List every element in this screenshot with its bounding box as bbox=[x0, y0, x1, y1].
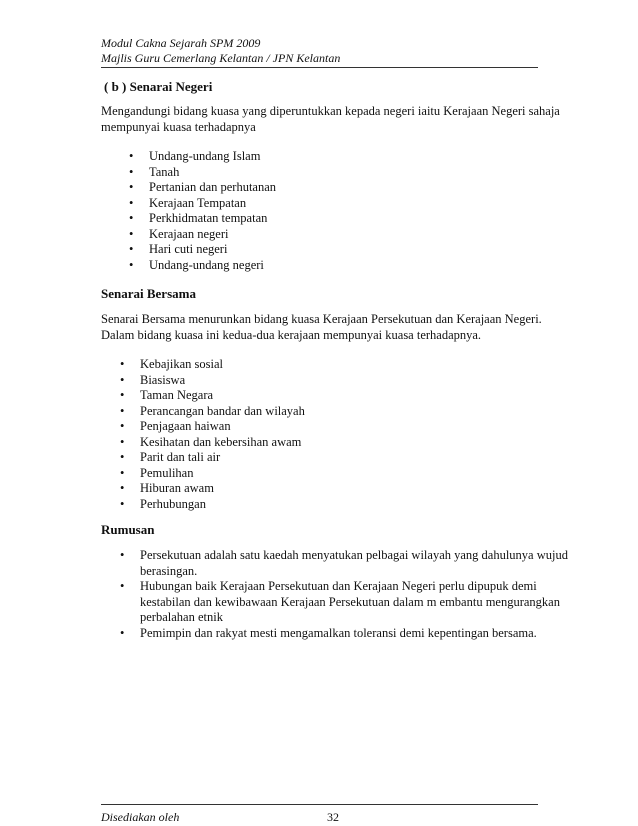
list-item: • Perkhidmatan tempatan bbox=[129, 211, 268, 225]
list-item: • Persekutuan adalah satu kaedah menyatukan pelbagai wilayah yang dahulunya wujud berasingan. bbox=[120, 548, 568, 578]
header-line-1: Modul Cakna Sejarah SPM 2009 bbox=[101, 36, 261, 50]
bullet-icon: • bbox=[129, 257, 134, 272]
list-item: • Tanah bbox=[129, 164, 180, 179]
senarai-bersama-list bbox=[120, 357, 305, 512]
bullet-icon: • bbox=[129, 226, 134, 241]
bullet-icon: • bbox=[129, 195, 134, 210]
bullet-icon: • bbox=[120, 481, 125, 495]
header-line-2: Majlis Guru Cemerlang Kelantan / JPN Kelantan bbox=[101, 50, 341, 65]
bullet-icon: • bbox=[129, 242, 134, 256]
list-item: • Parit dan tali air bbox=[120, 450, 221, 464]
list-item: • Kesihatan dan kebersihan awam bbox=[120, 434, 302, 449]
list-item: • Taman Negara bbox=[120, 388, 214, 402]
list-item: • Penjagaan haiwan bbox=[120, 419, 231, 433]
list-item: • Pemimpin dan rakyat mesti mengamalkan toleransi demi kepentingan bersama. bbox=[120, 625, 537, 640]
heading-senarai-negeri: ( b ) Senarai Negeri bbox=[104, 79, 213, 94]
footer-rule bbox=[101, 804, 538, 805]
list-item: • Biasiswa bbox=[120, 372, 186, 387]
list-item: • Kerajaan negeri bbox=[129, 226, 229, 241]
senarai-negeri-intro: Mengandungi bidang kuasa yang diperuntukkan kepada negeri iaitu Kerajaan Negeri sahaja mempunyai kuasa terhadapnya bbox=[101, 104, 560, 134]
list-item: • Hiburan awam bbox=[120, 481, 214, 495]
page-number: 32 bbox=[327, 810, 339, 824]
bullet-icon: • bbox=[129, 164, 134, 179]
list-item: • Kebajikan sosial bbox=[120, 357, 223, 371]
list-item: • Pertanian dan perhutanan bbox=[129, 180, 277, 194]
senarai-negeri-list bbox=[129, 149, 277, 273]
bullet-icon: • bbox=[120, 372, 125, 387]
bullet-icon: • bbox=[120, 548, 125, 562]
footer-prepared-by: Disediakan oleh bbox=[101, 810, 180, 824]
heading-rumusan: Rumusan bbox=[101, 522, 155, 537]
page-header bbox=[101, 36, 340, 65]
bullet-icon: • bbox=[120, 403, 125, 418]
bullet-icon: • bbox=[120, 419, 125, 433]
list-item: • Perhubungan bbox=[120, 496, 206, 511]
list-item: • Pemulihan bbox=[120, 465, 194, 480]
bullet-icon: • bbox=[120, 496, 125, 511]
list-item: • Perancangan bandar dan wilayah bbox=[120, 403, 305, 418]
bullet-icon: • bbox=[129, 211, 134, 225]
bullet-icon: • bbox=[120, 388, 125, 402]
bullet-icon: • bbox=[120, 450, 125, 464]
list-item: • Undang-undang negeri bbox=[129, 257, 264, 272]
list-item: • Hari cuti negeri bbox=[129, 242, 228, 256]
bullet-icon: • bbox=[120, 434, 125, 449]
bullet-icon: • bbox=[129, 149, 134, 163]
bullet-icon: • bbox=[120, 357, 125, 371]
bullet-icon: • bbox=[120, 465, 125, 480]
bullet-icon: • bbox=[120, 579, 125, 593]
heading-senarai-bersama: Senarai Bersama bbox=[101, 286, 196, 301]
bullet-icon: • bbox=[120, 625, 125, 640]
list-item: • Kerajaan Tempatan bbox=[129, 195, 247, 210]
list-item: • Undang-undang Islam bbox=[129, 149, 261, 163]
senarai-bersama-intro: Senarai Bersama menurunkan bidang kuasa Kerajaan Persekutuan dan Kerajaan Negeri. Dalam bidang kuasa ini kedua-dua kerajaan mempunyai kuasa terhadapnya. bbox=[101, 312, 542, 342]
list-item: • Hubungan baik Kerajaan Persekutuan dan Kerajaan Negeri perlu dipupuk demi kestabilan dan kewibawaan Kerajaan Persekutuan dalam m embantu mengurangkan perbalahan etnik bbox=[120, 579, 560, 624]
header-rule bbox=[101, 67, 538, 68]
bullet-icon: • bbox=[129, 180, 134, 194]
rumusan-list bbox=[120, 548, 570, 641]
